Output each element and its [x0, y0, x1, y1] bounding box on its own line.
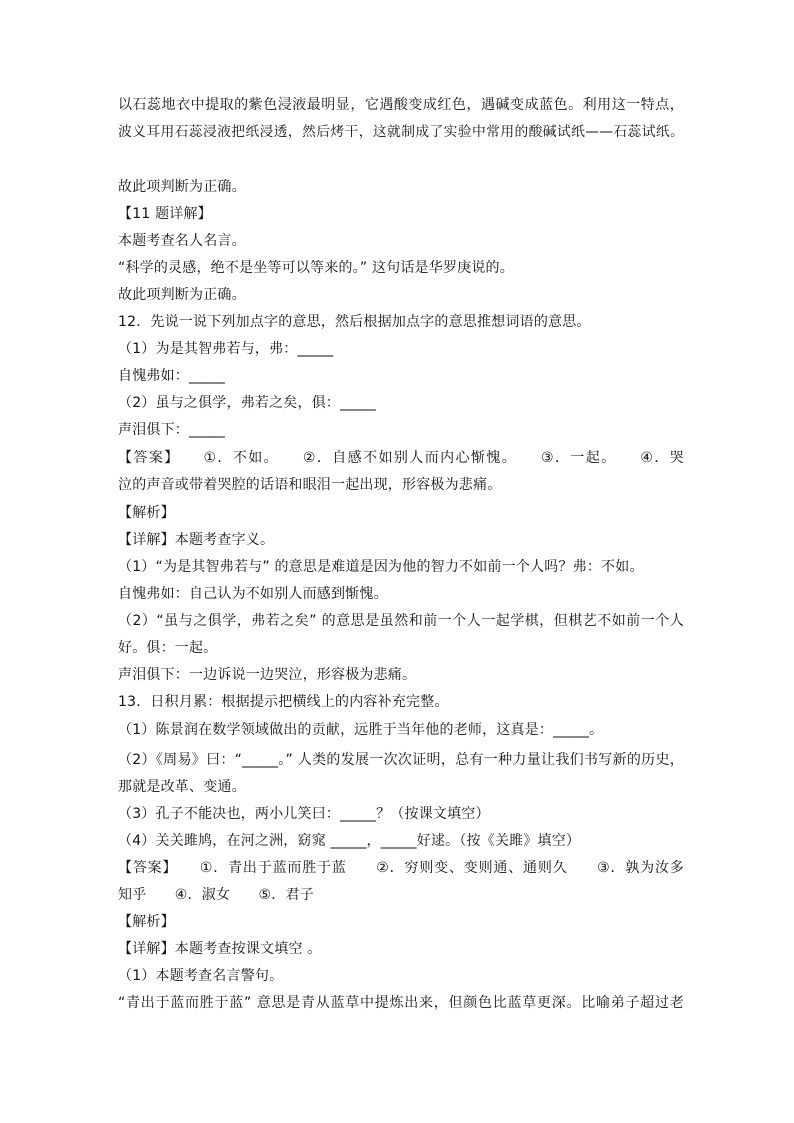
text-line: “青出于蓝而胜于蓝” 意思是青从蓝草中提炼出来，但颜色比蓝草更深。比喻弟子超过老: [118, 995, 684, 1011]
text-line: （4）关关雎鸠，在河之洲，窈窕 _____，_____好逑。（按《关雎》填空）: [118, 833, 581, 849]
text-line: 以石蕊地衣中提取的紫色浸液最明显，它遇酸变成红色，遇碱变成蓝色。利用这一特点，: [118, 97, 684, 113]
text-line: 好。俱：一起。: [118, 640, 218, 656]
text-line: （3）孔子不能决也，两小儿笑曰：_____？（按课文填空）: [118, 806, 490, 822]
text-line: （2）《周易》曰：“_____。” 人类的发展一次次证明，总有一种力量让我们书写新的历史，: [118, 752, 684, 768]
text-line: 波义耳用石蕊浸液把纸浸透，然后烤干，这就制成了实验中常用的酸碱试纸——石蕊试纸。: [118, 124, 684, 140]
text-line: （2）虽与之俱学，弗若之矣，俱：_____: [118, 395, 377, 411]
section-heading: 【解析】: [118, 505, 175, 521]
text-line: 那就是改革、变通。: [118, 779, 246, 795]
text-line: 泣的声音或带着哭腔的话语和眼泪一起出现，形容极为悲痛。: [118, 477, 502, 493]
text-line: （2）“虽与之俱学，弗若之矣” 的意思是虽然和前一个人一起学棋，但棋艺不如前一个人: [118, 613, 684, 629]
text-line: （1）陈景润在数学领域做出的贡献，远胜于当年他的老师，这真是：_____。: [118, 722, 604, 738]
text-line: 本题考查名人名言。: [118, 233, 246, 249]
text-line: 故此项判断为正确。: [118, 287, 246, 303]
text-line: （1）为是其智弗若与，弗：_____: [118, 341, 334, 357]
section-heading: 【11 题详解】: [118, 206, 212, 222]
text-line: “科学的灵感，绝不是坐等可以等来的。” 这句话是华罗庚说的。: [118, 260, 514, 276]
question-13-prompt: 13．日积月累：根据提示把横线上的内容补充完整。: [118, 694, 449, 710]
text-line: 声泪俱下：_____: [118, 422, 225, 438]
section-heading: 【解析】: [118, 914, 175, 930]
text-line: 声泪俱下：一边诉说一边哭泣，形容极为悲痛。: [118, 667, 417, 683]
text-line: 知乎 ④．淑女 ⑤．君子: [118, 887, 314, 903]
text-line: 故此项判断为正确。: [118, 179, 246, 195]
text-line: 自愧弗如：自己认为不如别人而感到惭愧。: [118, 586, 388, 602]
answer-line: 【答案】 ①．不如。 ②．自感不如别人而内心惭愧。 ③．一起。 ④．哭: [118, 450, 684, 466]
answer-line: 【答案】 ①．青出于蓝而胜于蓝 ②．穷则变、变则通、通则久 ③．孰为汝多: [118, 860, 684, 876]
text-line: （1）本题考查名言警句。: [118, 968, 284, 984]
text-line: 【详解】本题考查按课文填空 。: [118, 941, 322, 957]
text-line: 自愧弗如：_____: [118, 368, 225, 384]
text-line: （1）“为是其智弗若与” 的意思是难道是因为他的智力不如前一个人吗？弗：不如。: [118, 559, 644, 575]
question-12-prompt: 12．先说一说下列加点字的意思，然后根据加点字的意思推想词语的意思。: [118, 314, 591, 330]
text-line: 【详解】本题考查字义。: [118, 532, 275, 548]
